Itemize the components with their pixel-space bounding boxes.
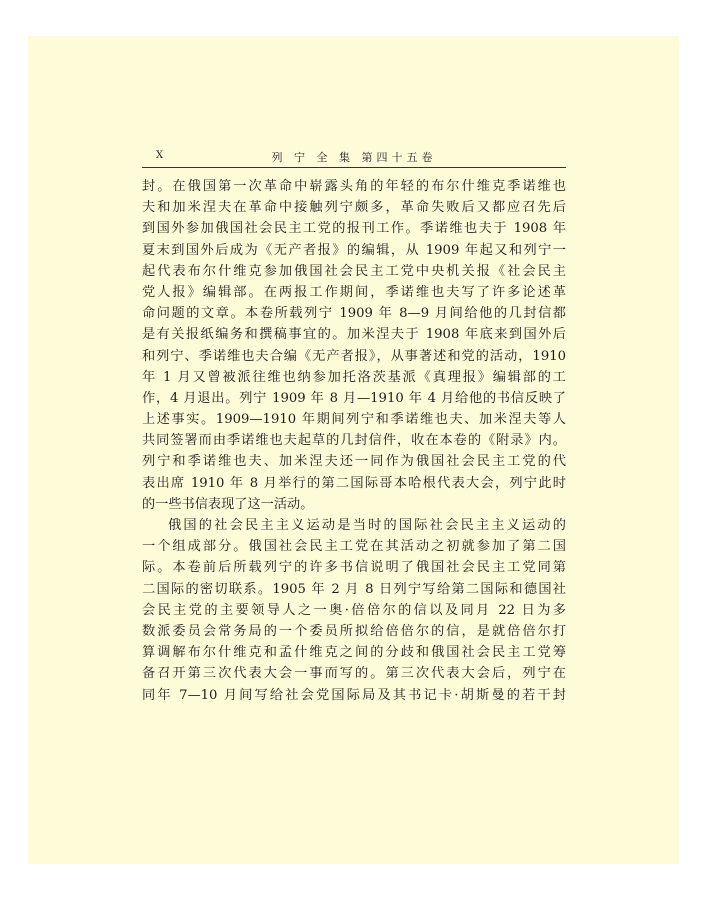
paragraph [142, 515, 566, 706]
text-line: 和列宁、季诺维也夫合编《无产者报》，从事著述和党的活动，1910 [142, 348, 566, 364]
paragraph [142, 176, 566, 515]
running-title: 列 宁 全 集 第四十五卷 [271, 151, 437, 164]
text-line: 俄国的社会民主主义运动是当时的国际社会民主主义运动的 [168, 518, 566, 533]
text-line: 备召开第三次代表大会一事而写的。第三次代表大会后，列宁在 [142, 666, 566, 682]
text-line: 夫和加米涅夫在革命中接触列宁颇多，革命失败后又都应召先后 [142, 200, 566, 216]
text-line: 的一些书信表现了这一活动。 [142, 496, 314, 512]
text-line: 际。本卷前后所载列宁的许多书信说明了俄国社会民主工党同第 [142, 560, 566, 576]
text-line: 算调解布尔什维克和孟什维克之间的分歧和俄国社会民主工党筹 [142, 645, 566, 661]
text-line: 党人报》编辑部。在两报工作期间，季诺维也夫写了许多论述革 [142, 284, 566, 300]
body-text [142, 176, 566, 706]
text-line: 夏末到国外后成为《无产者报》的编辑，从 1909 年起又和列宁一 [142, 242, 566, 258]
page-number: X [156, 150, 164, 161]
text-line: 同年 7—10 月间写给社会党国际局及其书记卡·胡斯曼的若干封 [142, 687, 566, 703]
text-line: 会民主党的主要领导人之一奥·倍倍尔的信以及同月 22 日为多 [142, 602, 566, 618]
running-header [142, 148, 566, 166]
text-line: 是有关报纸编务和撰稿事宜的。加米涅夫于 1908 年底来到国外后 [142, 327, 566, 343]
text-line: 一个组成部分。俄国社会民主工党在其活动之初就参加了第二国 [142, 539, 566, 555]
text-line: 共同签署而由季诺维也夫起草的几封信件，收在本卷的《附录》内。 [142, 433, 566, 449]
text-line: 命问题的文章。本卷所载列宁 1909 年 8—9 月间给他的几封信都 [142, 306, 566, 322]
text-line: 表出席 1910 年 8 月举行的第二国际哥本哈根代表大会，列宁此时 [142, 475, 566, 491]
header-rule [142, 167, 566, 168]
text-line: 到国外参加俄国社会民主工党的报刊工作。季诺维也夫于 1908 年 [142, 221, 566, 237]
text-line: 上述事实。1909—1910 年期间列宁和季诺维也夫、加米涅夫等人 [142, 412, 566, 428]
text-line: 封。在俄国第一次革命中崭露头角的年轻的布尔什维克季诺维也 [142, 179, 566, 194]
text-line: 年 1 月又曾被派往维也纳参加托洛茨基派《真理报》编辑部的工 [142, 369, 566, 385]
text-line: 作，4 月退出。列宁 1909 年 8 月—1910 年 4 月给他的书信反映了 [142, 390, 566, 406]
text-line: 列宁和季诺维也夫、加米涅夫还一同作为俄国社会民主工党的代 [142, 454, 566, 470]
text-line: 数派委员会常务局的一个委员所拟给倍倍尔的信，是就倍倍尔打 [142, 623, 566, 639]
text-line: 起代表布尔什维克参加俄国社会民主工党中央机关报《社会民主 [142, 263, 566, 279]
text-line: 二国际的密切联系。1905 年 2 月 8 日列宁写给第二国际和德国社 [142, 581, 566, 597]
